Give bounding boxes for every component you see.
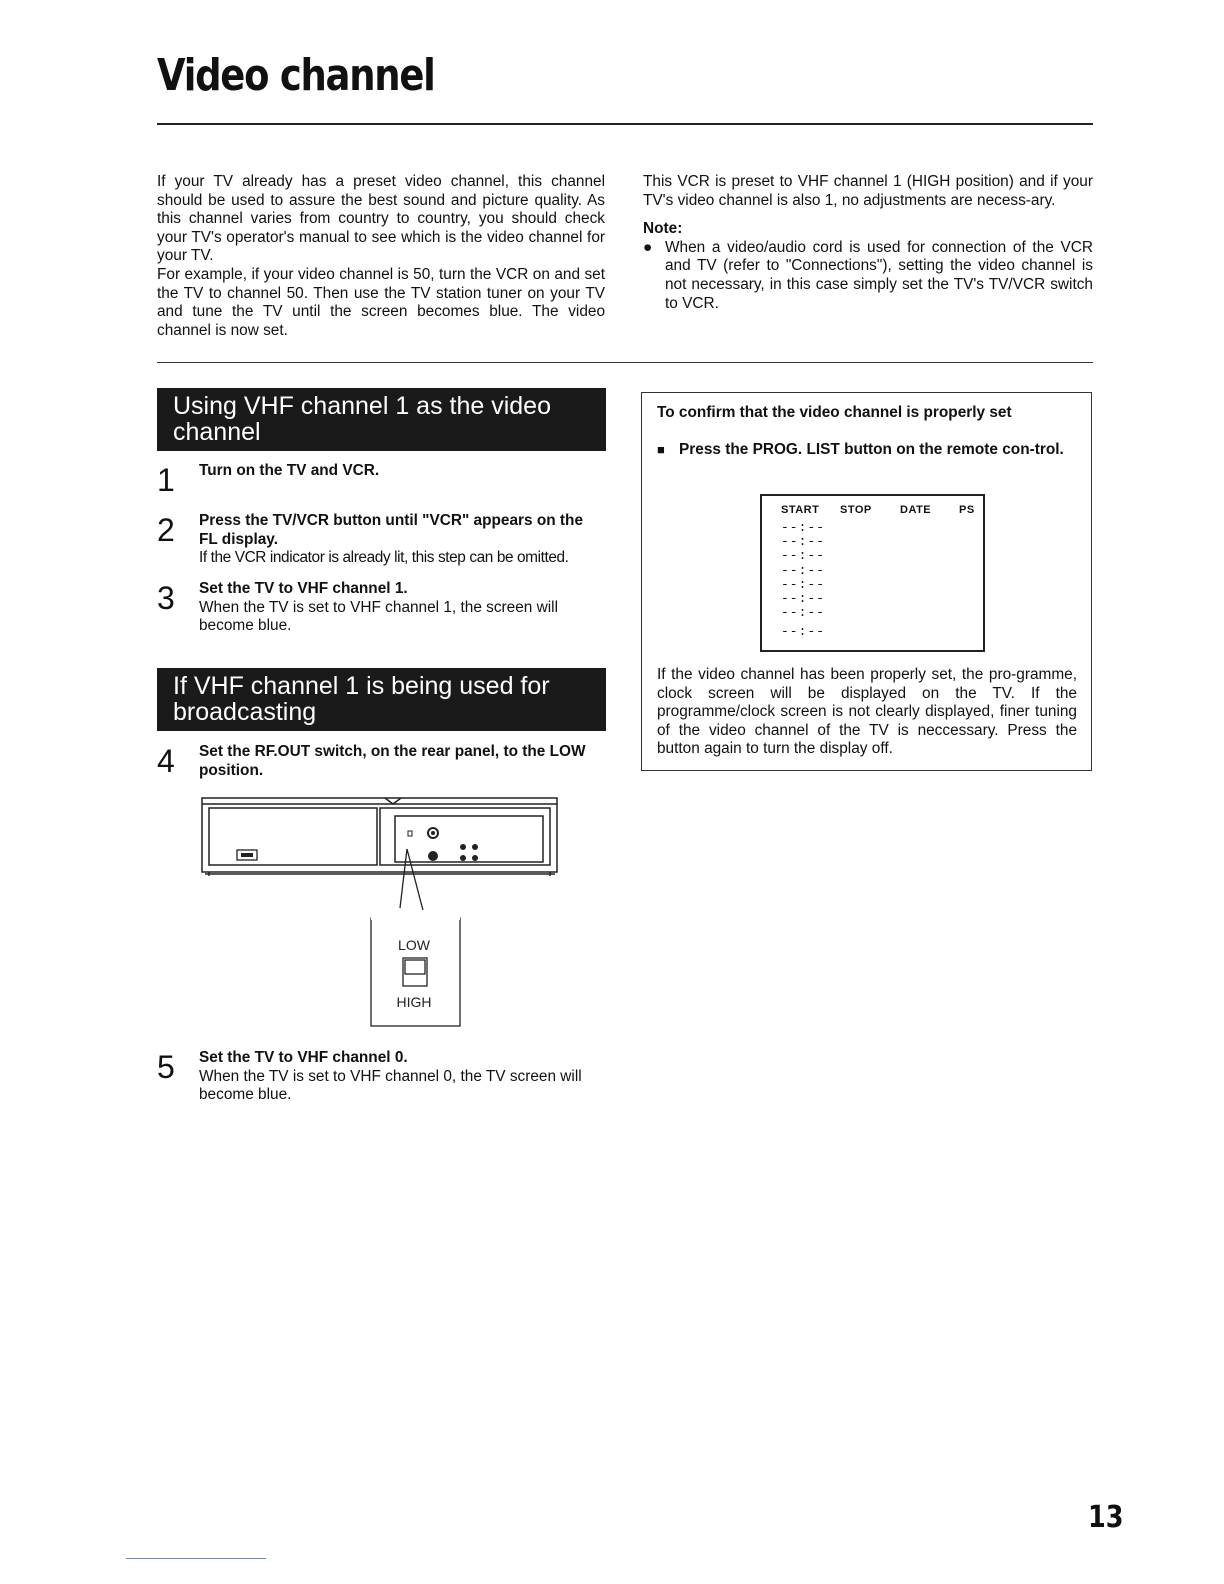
step-title: Set the RF.OUT switch, on the rear panel, to the LOW position.	[199, 743, 586, 779]
intro-paragraph: If your TV already has a preset video channel, this channel should be used to assure the best sound and picture quality. As this channel varies from country to country, you should check your TV's operator's manual to see which is the video channel for your TV.	[157, 173, 605, 265]
step-body: When the TV is set to VHF channel 1, the screen will become blue.	[199, 598, 558, 635]
table-row: --:--	[781, 591, 826, 607]
table-row: --:--	[781, 548, 826, 564]
table-row: --:--	[781, 520, 826, 535]
step-title: Press the TV/VCR button until "VCR" appears on the FL display.	[199, 512, 584, 548]
switch-label-low: LOW	[398, 937, 430, 953]
table-header-ps: PS	[959, 504, 975, 516]
intro-paragraph: For example, if your video channel is 50, turn the VCR on and set the TV to channel 50. Then use the TV station tuner on your TV and tune the TV until the screen becomes blue. The video channel is now set.	[157, 265, 605, 339]
section-heading-vhf1: Using VHF channel 1 as the video channel	[157, 388, 606, 451]
note-text: When a video/audio cord is used for connection of the VCR and TV (refer to "Connections"), setting the video channel is not necessary, in this case simply set the TV's TV/VCR switch to VCR.	[665, 238, 1093, 312]
intro-left	[157, 173, 605, 340]
table-row: --:--	[781, 562, 826, 578]
step-title: Set the TV to VHF channel 0.	[199, 1049, 408, 1066]
step-body: If the VCR indicator is already lit, this step can be omitted.	[199, 549, 569, 567]
step-number: 5	[157, 1049, 175, 1085]
intro-right	[643, 173, 1093, 313]
table-row: --:--	[781, 605, 826, 621]
step-title: Turn on the TV and VCR.	[199, 462, 380, 479]
step-title: Set the TV to VHF channel 1.	[199, 580, 408, 597]
note-bullet	[643, 239, 1093, 313]
page-title: Video channel	[157, 50, 435, 101]
section-heading-broadcasting: If VHF channel 1 is being used for broadcasting	[157, 668, 606, 731]
table-row: --:--	[781, 534, 826, 550]
vcr-rear-panel-diagram	[195, 790, 570, 1035]
preset-paragraph: This VCR is preset to VHF channel 1 (HIGH position) and if your TV's video channel is also 1, no adjustments are necess-ary.	[643, 173, 1093, 209]
step-number: 1	[157, 462, 175, 498]
table-header-start: START	[781, 504, 820, 516]
title-rule	[157, 123, 1093, 125]
table-header-stop: STOP	[840, 504, 872, 516]
table-row: --:--	[781, 624, 826, 640]
note-label: Note:	[643, 220, 683, 238]
confirm-instruction-text: Press the PROG. LIST button on the remote con-trol.	[679, 441, 1064, 458]
page-number: 13	[1088, 1500, 1124, 1535]
confirm-title: To confirm that the video channel is properly set	[657, 404, 1012, 421]
square-bullet-icon: ■	[657, 442, 665, 457]
table-header-date: DATE	[900, 504, 932, 516]
step-number: 3	[157, 580, 175, 616]
confirm-instruction	[657, 441, 1077, 460]
antenna-connector-icon	[237, 850, 257, 860]
step-number: 4	[157, 743, 175, 779]
prog-rows	[781, 521, 825, 640]
switch-label-high: HIGH	[396, 994, 432, 1010]
bullet-dot-icon: ●	[643, 238, 653, 256]
confirm-paragraph: If the video channel has been properly set, the pro-gramme, clock screen will be displayed on the TV. If the programme/clock screen is not clearly displayed, finer tuning of the video channel of the TV is neccessary. Press the button again to turn the display off.	[657, 666, 1077, 758]
footer-line	[126, 1558, 266, 1559]
step-body: When the TV is set to VHF channel 0, the TV screen will become blue.	[199, 1067, 582, 1104]
step-number: 2	[157, 512, 175, 548]
section-rule	[157, 362, 1093, 363]
table-row: --:--	[781, 576, 826, 592]
